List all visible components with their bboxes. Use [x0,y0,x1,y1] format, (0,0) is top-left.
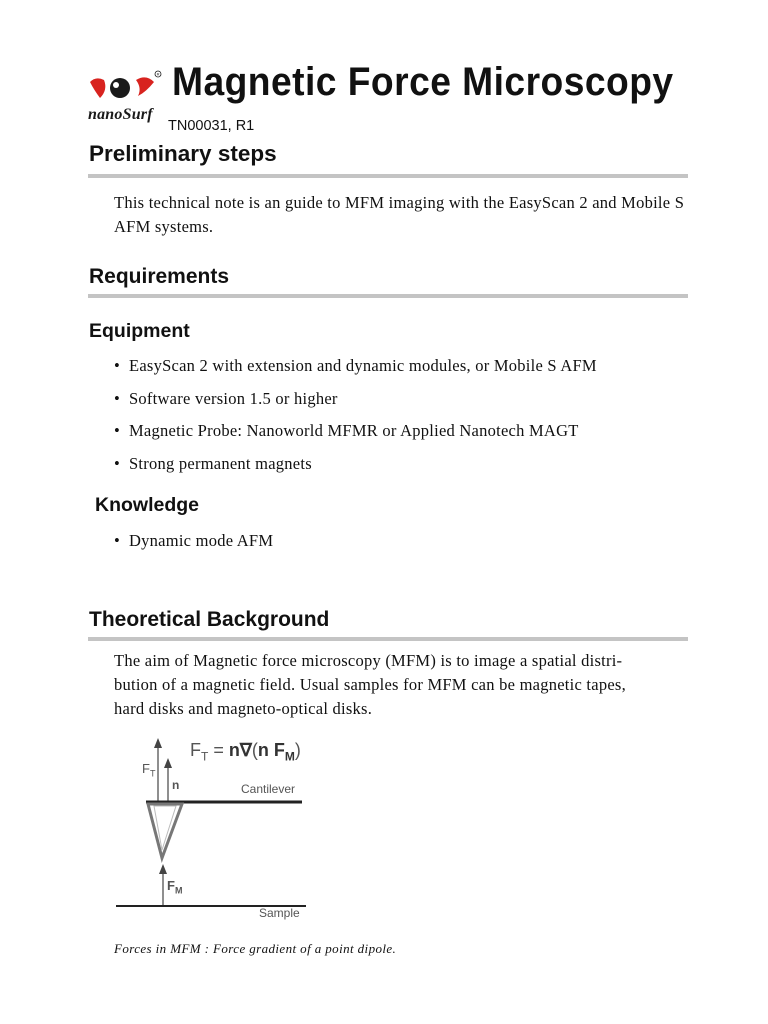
tip-triangle [148,804,182,858]
label-n: n [172,778,180,792]
heading-theoretical-background: Theoretical Background [89,608,330,631]
bullet-marker: • [114,389,121,408]
formula-paren-open: ( [251,740,258,760]
heading-knowledge: Knowledge [95,494,200,516]
section-divider [88,637,688,641]
list-item-text: Strong permanent magnets [129,454,312,473]
document-id: TN00031, R1 [168,118,255,134]
heading-preliminary-steps: Preliminary steps [89,141,277,166]
section-divider [88,294,688,298]
list-item-text: Software version 1.5 or higher [129,389,338,408]
theory-line: hard disks and magneto-optical disks. [114,699,373,718]
formula-fm-sub: M [284,749,295,764]
bullet-marker: • [114,531,121,550]
formula-paren-close: ) [294,740,301,760]
formula-equals: = [208,740,229,760]
bullet-marker: • [114,454,121,473]
heading-equipment: Equipment [89,320,190,342]
list-item-text: Magnetic Probe: Nanoworld MFMR or Applied Nanotech MAGT [129,421,579,440]
list-item-text: Dynamic mode AFM [129,531,274,550]
formula-n: n [228,740,240,760]
svg-text:R: R [156,71,160,77]
fm-arrowhead [159,864,167,874]
list-item-text: EasyScan 2 with extension and dynamic modules, or Mobile S AFM [129,356,597,375]
figure-caption: Forces in MFM : Force gradient of a point dipole. [114,941,397,956]
heading-requirements: Requirements [89,265,230,288]
formula-ft-sub: T [201,749,209,764]
bullet-marker: • [114,421,121,440]
label-ft: $F_T$ [142,761,156,779]
theory-line: bution of a magnetic field. Usual samples for MFM can be magnetic tapes, [114,675,626,694]
nabla-icon: ∇ [239,740,252,760]
ft-arrowhead [154,738,162,748]
label-fm: $F_M$ [167,878,183,896]
label-sample: Sample [259,906,300,920]
list-item [114,356,597,376]
bullet-marker: • [114,356,121,375]
section-divider [88,174,688,178]
list-item [114,454,312,474]
brand-name: nanoSurf [88,106,153,123]
n-arrowhead [164,758,172,768]
label-cantilever: Cantilever [241,782,296,796]
formula-n-fm: n F [257,740,285,760]
theory-paragraph [114,649,692,721]
formula-ft: F [190,740,201,760]
list-item [114,421,579,441]
list-item [114,531,273,551]
nanosurf-logo [86,70,164,134]
theory-line: The aim of Magnetic force microscopy (MFM) is to image a spatial distri- [114,651,623,670]
intro-paragraph: This technical note is an guide to MFM imaging with the EasyScan 2 and Mobile S AFM systems. [114,193,685,236]
page-title: Magnetic Force Microscopy [172,60,674,104]
list-item [114,389,338,409]
force-formula [190,740,301,764]
